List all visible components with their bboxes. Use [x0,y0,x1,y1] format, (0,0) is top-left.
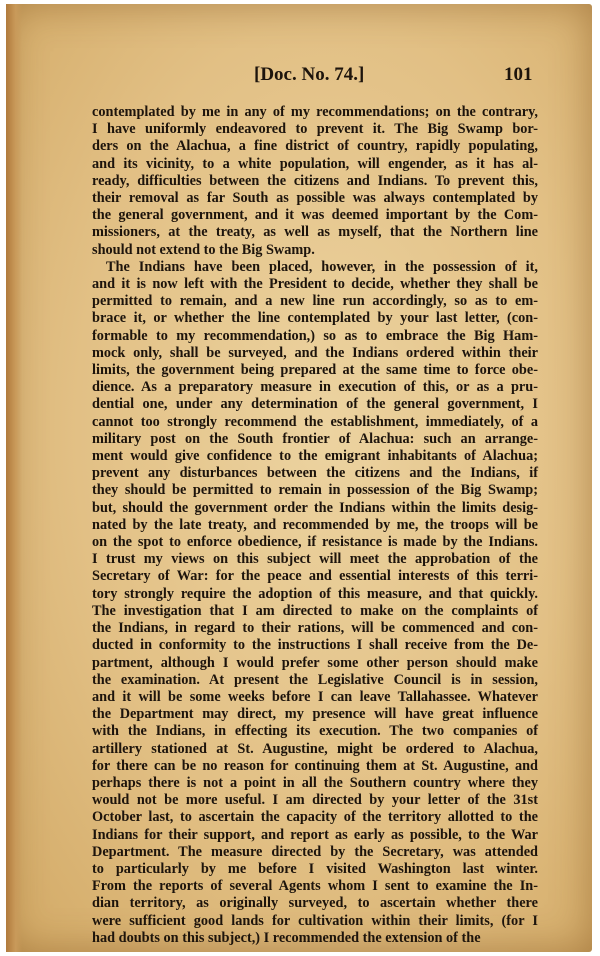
text-line: Secretary of War: for the peace and essential interests of this terri- [92,568,538,585]
text-line: had doubts on this subject,) I recommended the extension of the [92,929,481,946]
text-line: From the reports of several Agents whom I sent to examine the In- [92,878,538,895]
text-line: on the spot to enforce obedience, if resistance is made by the Indians. [92,534,538,551]
text-line: the Indians, in regard to their rations, will be commenced and con- [92,620,538,637]
text-line: prevent any disturbances between the citizens and the Indians, if [92,465,538,482]
text-line: ment would give confidence to the emigrant inhabitants of Alachua; [92,448,538,465]
text-line: missioners, at the treaty, as well as myself, that the Northern line [92,224,538,241]
text-line: dience. As a preparatory measure in execution of this, or as a pru- [92,379,538,396]
text-line: contemplated by me in any of my recommendations; on the contrary, [92,104,538,120]
text-line: should not extend to the Big Swamp. [92,241,315,258]
text-line: they should be permitted to remain in possession of the Big Swamp; [92,482,538,499]
book-page [6,4,592,952]
page-number: 101 [504,64,533,85]
text-line: formable to my recommendation,) so as to embrace the Big Ham- [92,327,538,344]
text-line: partment, although I would prefer some other person should make [92,654,538,671]
text-line: Indians for their support, and report as early as possible, to the War [92,826,538,843]
text-line: the examination. At present the Legislative Council is in session, [92,671,538,688]
text-line: ready, difficulties between the citizens and Indians. To prevent this, [92,172,538,189]
text-line: I have uniformly endeavored to prevent it. The Big Swamp bor- [92,121,538,138]
text-line: the general government, and it was deemed important by the Com- [92,207,538,224]
page-header [6,64,592,90]
text-line: limits, the government being prepared at the same time to force obe- [92,362,538,379]
text-line: dian territory, as originally surveyed, to ascertain whether there [92,895,538,912]
text-line: and its vicinity, to a white population, will engender, as it has al- [92,155,538,172]
text-line: permitted to remain, and a new line run accordingly, so as to em- [92,293,538,310]
text-line: mock only, shall be surveyed, and the Indians ordered within their [92,344,538,361]
text-line: tory strongly require the adoption of this measure, and that quickly. [92,585,538,602]
text-line: military post on the South frontier of Alachua: such an arrange- [92,430,538,447]
text-line: and it will be some weeks before I can leave Tallahassee. Whatever [92,688,538,705]
document-number: [Doc. No. 74.] [254,64,365,85]
text-line: the Department may direct, my presence will have great influence [92,706,538,723]
text-line: The Indians have been placed, however, in the possession of it, [106,258,538,275]
text-line: Department. The measure directed by the Secretary, was attended [92,843,538,860]
text-line: would not be more useful. I am directed by your letter of the 31st [92,792,538,809]
text-line: for there can be no reason for continuing them at St. Augustine, and [92,757,538,774]
text-line: ders on the Alachua, a fine district of country, rapidly populating, [92,138,538,155]
text-line: and it is now left with the President to decide, whether they shall be [92,276,538,293]
text-line: were sufficient good lands for cultivation within their limits, (for I [92,912,538,929]
text-line: their removal as far South as possible was always contemplated by [92,190,538,207]
body-text [92,104,538,947]
text-line: nated by the late treaty, and recommended by me, the troops will be [92,516,538,533]
page-spine-shadow [6,4,22,952]
text-line: I trust my views on this subject will meet the approbation of the [92,551,538,568]
text-line: cannot too strongly recommend the establishment, immediately, of a [92,413,538,430]
text-line: but, should the government order the Indians within the limits desig- [92,499,538,516]
text-line: artillery stationed at St. Augustine, might be ordered to Alachua, [92,740,538,757]
text-line: with the Indians, in effecting its execution. The two companies of [92,723,538,740]
text-line: ducted in conformity to the instructions I shall receive from the De- [92,637,538,654]
text-line: The investigation that I am directed to make on the complaints of [92,602,538,619]
text-line: dential one, under any determination of the general government, I [92,396,538,413]
text-line: to particularly by me before I visited Washington last winter. [92,860,538,877]
text-line: October last, to ascertain the capacity of the territory allotted to the [92,809,538,826]
text-line: brace it, or whether the line contemplated by your last letter, (con- [92,310,538,327]
text-line: perhaps there is not a point in all the Southern country where they [92,774,538,791]
